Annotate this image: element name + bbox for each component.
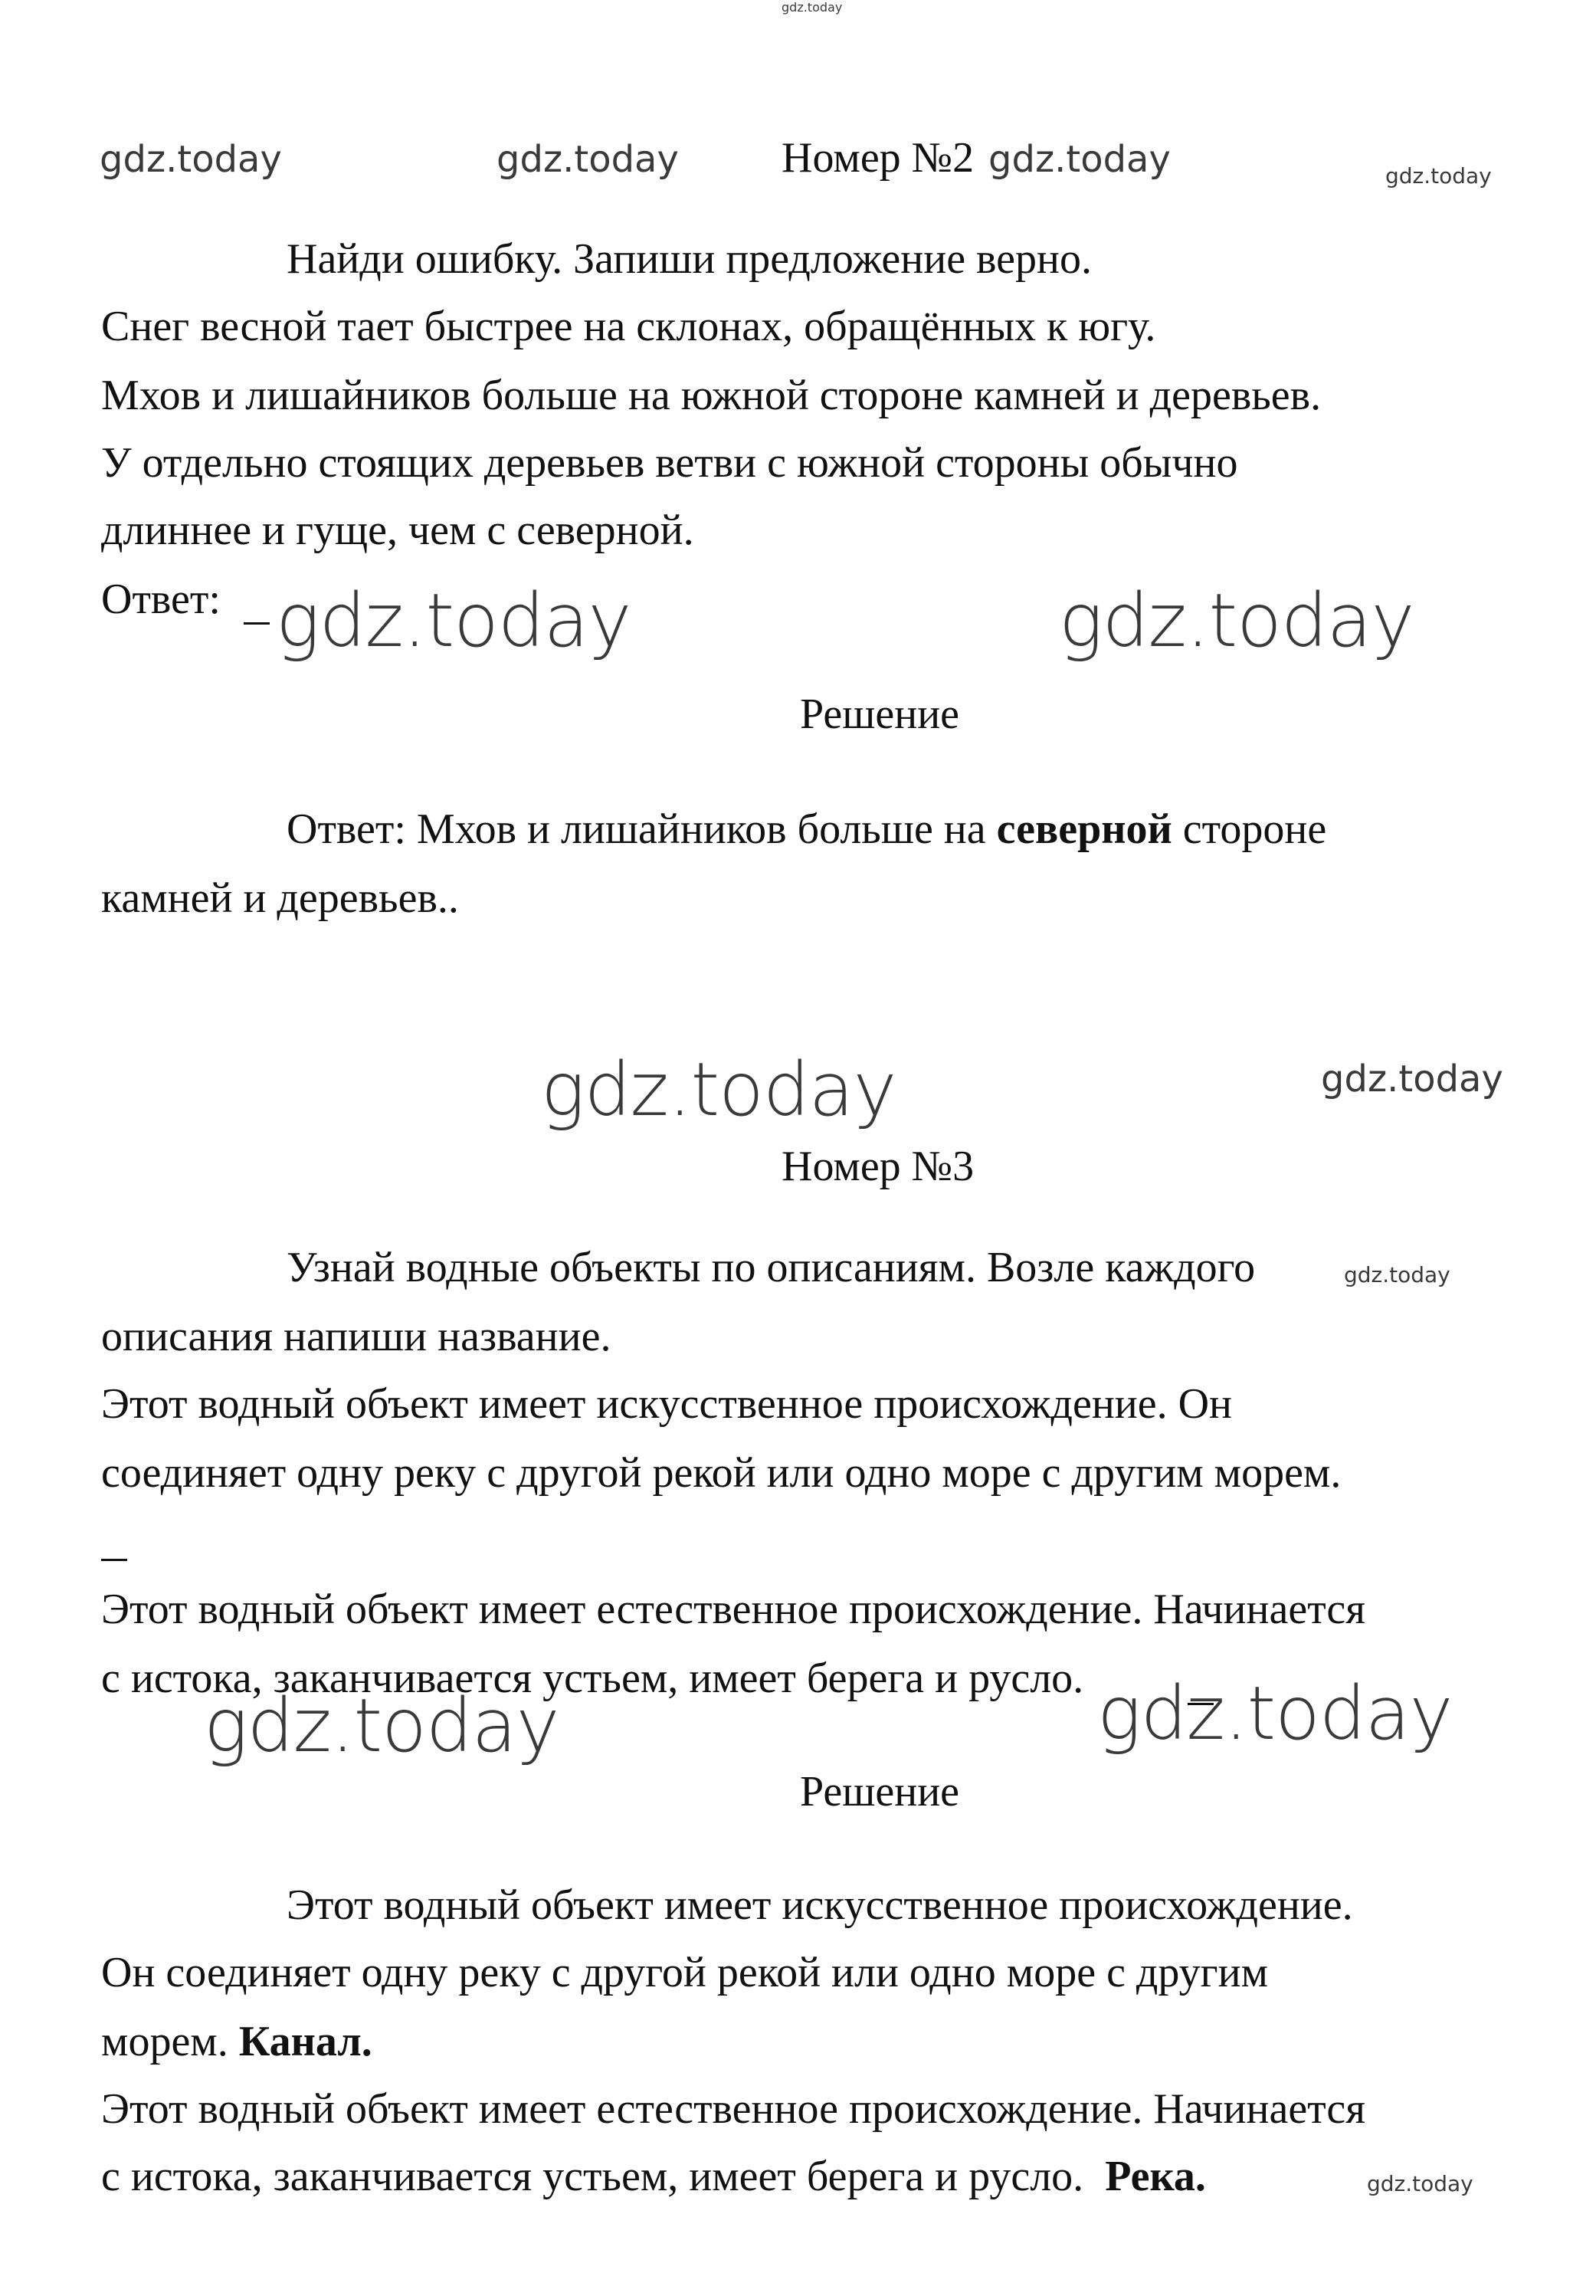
answer-blank [244,622,270,625]
task2-solution-line1 [287,805,1327,853]
watermark: gdz.today [1321,1058,1503,1100]
task2-line1: Снег весной тает быстрее на склонах, обращённых к югу. [101,303,1156,350]
watermark-top: gdz.today [782,0,843,15]
task3-sol1-answer: Канал. [238,2018,372,2065]
watermark: gdz.today [1385,163,1492,189]
task2-solution-suffix: стороне [1172,805,1327,853]
task2-line3: У отдельно стоящих деревьев ветви с южной стороны обычно [101,439,1238,487]
task3-sol2-answer: Река. [1105,2153,1206,2200]
task3-solution-heading: Решение [800,1768,960,1815]
task2-solution-bold: северной [996,805,1172,853]
task3-sol2-line2 [101,2155,1206,2198]
task3-sol2-line1: Этот водный объект имеет естественное происхождение. Начинается [101,2085,1365,2133]
task2-line2: Мхов и лишайников больше на южной стороне камней и деревьев. [101,372,1322,419]
watermark: gdz.today [276,578,631,664]
task3-sol2-prefix: с истока, заканчивается устьем, имеет берега и русло. [101,2153,1106,2200]
watermark: gdz.today [988,138,1171,181]
task3-desc1-line1: Этот водный объект имеет искусственное происхождение. Он [101,1380,1233,1428]
task3-desc2-line1: Этот водный объект имеет естественное происхождение. Начинается [101,1586,1365,1633]
task3-prompt-line1: Узнай водные объекты по описаниям. Возле каждого [287,1244,1256,1291]
task3-desc2-line2: с истока, заканчивается устьем, имеет берега и русло. [101,1655,1084,1702]
watermark: gdz.today [1344,1262,1450,1287]
watermark: gdz.today [1367,2171,1473,2196]
task3-sol1-line1: Этот водный объект имеет искусственное происхождение. [287,1881,1353,1929]
watermark: gdz.today [100,138,282,181]
task2-title: Номер №2 [782,134,975,182]
watermark: gdz.today [1097,1671,1453,1756]
watermark: gdz.today [541,1047,896,1133]
watermark: gdz.today [204,1683,559,1769]
task2-line4: длиннее и гуще, чем с северной. [101,507,694,554]
task3-sol1-line2: Он соединяет одну реку с другой рекой или одно море с другим [101,1949,1269,1996]
task2-solution-heading: Решение [800,690,960,738]
task2-solution-line2: камней и деревьев.. [101,874,459,922]
task3-desc1-line2: соединяет одну реку с другой рекой или одно море с другим морем. [101,1449,1342,1497]
task2-prompt: Найди ошибку. Запиши предложение верно. [287,235,1092,283]
task3-sol1-prefix: морем. [101,2018,239,2065]
task2-solution-prefix: Ответ: Мхов и лишайников больше на [287,805,997,853]
task3-prompt-line2: описания напиши название. [101,1313,611,1360]
task2-answer-label: Ответ: [101,576,221,623]
watermark: gdz.today [496,138,679,181]
watermark: gdz.today [1059,578,1414,664]
task3-title: Номер №3 [782,1143,975,1190]
answer-blank [101,1559,127,1561]
task3-sol1-line3 [101,2020,372,2063]
